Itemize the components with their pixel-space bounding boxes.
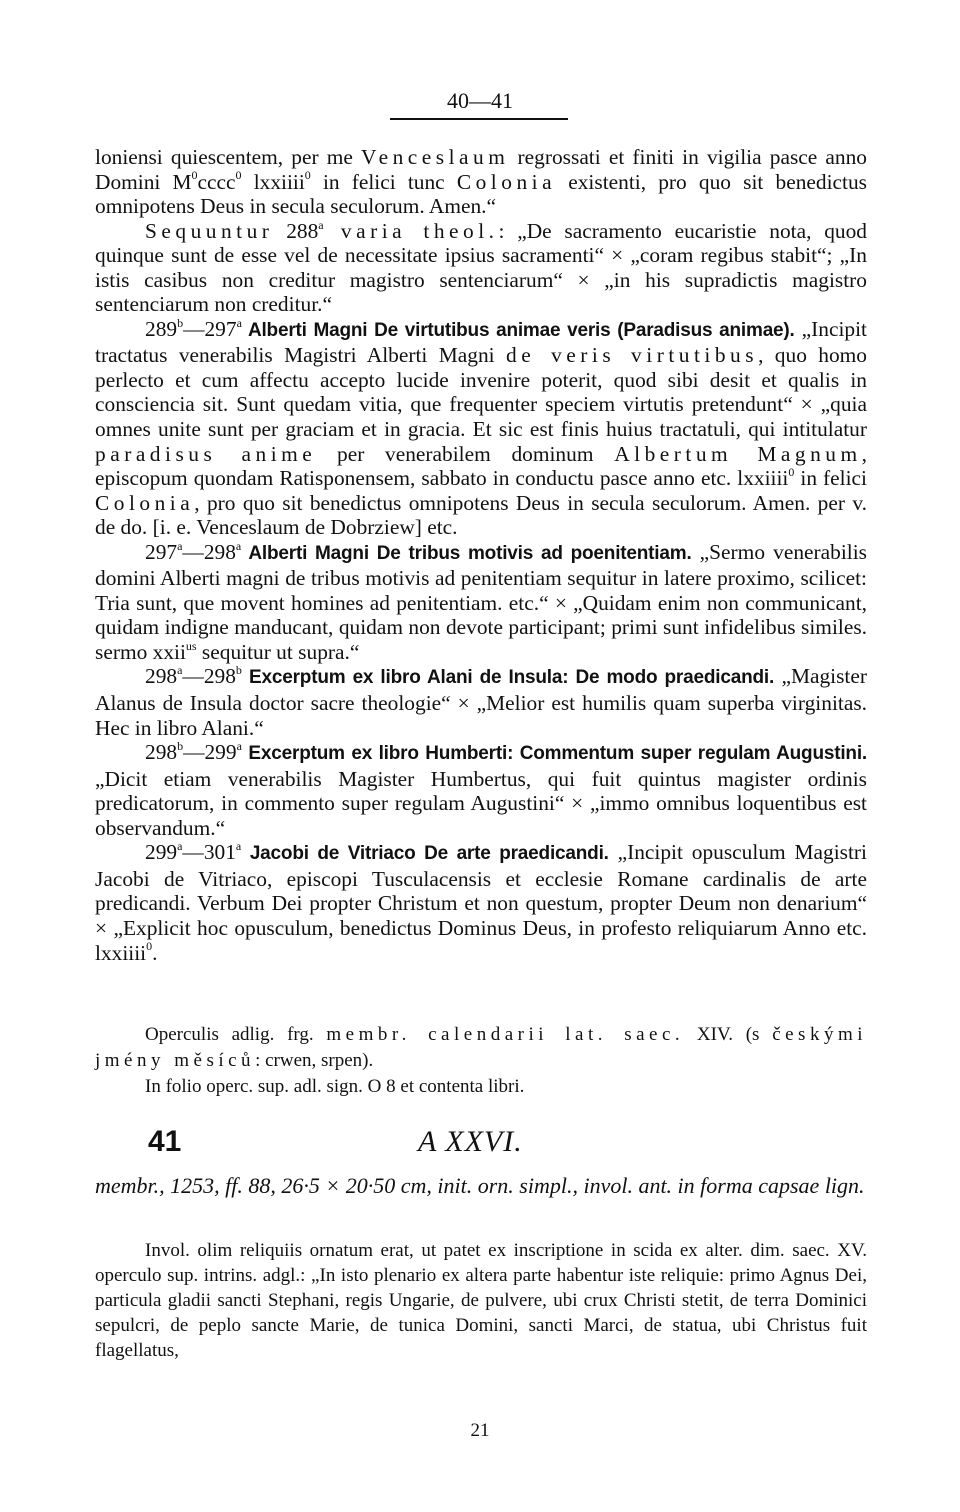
paragraph-entry-alanus: 298$^a$—298$^b$ Excerptum ex libro Alani de Insula: De modo praedicandi. „Magister Alanus de Insula doctor sacre theologie“ × „Melior est humilis quam superba virginitas. Hec in libro Alani.“ <box>95 663 867 740</box>
folio-range: 289$^b$—297$^a$ <box>145 315 242 341</box>
page-number: 21 <box>470 1420 490 1441</box>
running-header: 40—41 <box>447 88 513 113</box>
note-folio: In folio operc. sup. adl. sign. O 8 et contenta libri. <box>145 1076 525 1097</box>
folio-range: 297$^a$—298$^a$ <box>145 538 242 564</box>
note-operculis: Operculis adlig. frg. membr. calendarii lat. saec. XIV. (s českými jmény měsíců: crwen, srpen). <box>95 1024 868 1071</box>
paragraph-varia: Sequuntur 288$^a$ varia theol.: „De sacramento eucaristie nota, quod quinque sunt de esse vel de necessitate ipsius sacramenti“ × „coram regibus stabit“; „In istis casibus non creditur magistro sentenciarum“ × „in his supradictis magistro sentenciarum non creditur.“ <box>95 217 867 317</box>
entry-description: membr., 1253, ff. 88, 26·5 × 20·50 cm, init. orn. simpl., invol. ant. in forma capsae lign. <box>95 1173 865 1198</box>
folio-range: 298$^a$—298$^b$ <box>145 663 242 689</box>
paragraph-entry-humbertus: 298$^b$—299$^a$ Excerptum ex libro Humberti: Commentum super regulam Augustini. „Dicit etiam venerabilis Magister Humbertus, qui fuit quintus magister ordinis predicatorum, in commento super regulam Augustini“ × „immo omnibus loquentibus est observandum.“ <box>95 739 867 840</box>
spaced-place: Colonia <box>456 169 557 194</box>
header-rule <box>390 118 568 120</box>
catalog-body <box>95 145 867 965</box>
entry-title: Alberti Magni De tribus motivis ad poenitentiam. <box>241 542 692 564</box>
entry-title: Alberti Magni De virtutibus animae veris (Paradisus animae). <box>241 319 795 341</box>
entry-invol-text: Invol. olim reliquiis ornatum erat, ut patet ex inscriptione in scida ex alter. dim. saec. XV. operculo sup. intrins. adgl.: „In isto plenario ex altera parte habentur iste reliquie: primo Agnus Dei, particula gladii sancti Stephani, regis Ungarie, de pulvere, ubi crux Christi stetit, de terra Dominici sepulcri, de peplo sancte Marie, de tunica Domini, sancti Marci, de statua, ubi Christus fuit flagellatus, <box>95 1240 867 1361</box>
entry-title: Excerptum ex libro Humberti: Commentum super regulam Augustini. <box>241 743 867 765</box>
entry-number: 41 <box>148 1125 182 1158</box>
folio-range: 299$^a$—301$^a$ <box>145 839 242 865</box>
paragraph-entry-albertus-virtutibus: 289$^b$—297$^a$ Alberti Magni De virtutibus animae veris (Paradisus animae). „Incipit tractatus venerabilis Magistri Alberti Magni de veris virtutibus, quo homo perlecto et cum affectu accepto lucide invenire poterit, quod sibi desit et qualis in consciencia sit. Sunt quedam vitia, que frequenter speciem virtutis pretendunt“ × „quia omnes unite sunt per graciam et in gracia. Et sic est finis huius tractatuli, qui intitulatur paradisus anime per venerabilem dominum Albertum Magnum, episcopum quondam Ratisponensem, sabbato in conductu pasce anno etc. lxxiiii$^0$ in felici Colonia, pro quo sit benedictus omnipotens Deus in secula seculorum. Amen. per v. de do. [i. e. Venceslaum de Dobrziew] etc. <box>95 315 868 540</box>
spaced-name: Venceslaum <box>361 145 510 169</box>
entry-signature: A XXVI. <box>418 1125 523 1158</box>
folio-range: 298$^b$—299$^a$ <box>145 739 242 765</box>
paragraph-entry-albertus-motivis: 297$^a$—298$^a$ Alberti Magni De tribus motivis ad poenitentiam. „Sermo venerabilis domini Alberti magni de tribus motivis ad penitentiam sequitur in latere proximo, scilicet: Tria sunt, que movent homines ad penitentiam. etc.“ × „Quidam enim non communicant, quidam indigne manducant, quidam non devote participant; primi sunt infidelibus similes. sermo xxii$^{us}$ sequitur ut supra.“ <box>95 538 867 664</box>
paragraph-colophon: loniensi quiescentem, per me Venceslaum regrossati et finiti in vigilia pasce anno Domini $M^0cccc^0$ lxxiiii$^0$ in felici tunc Colonia existenti, pro quo sit benedictus omnipotens Deus in secula seculorum. Amen.“ <box>95 145 867 219</box>
binding-notes <box>95 1022 867 1100</box>
paragraph-entry-vitriaco: 299$^a$—301$^a$ Jacobi de Vitriaco De arte praedicandi. „Incipit opusculum Magistri Jacobi de Vitriaco, episcopi Tusculacensis et ecclesie Romane cardinalis de arte predicandi. Verbum Dei propter Christum et non questum, propter Deum non denarium“ × „Explicit hoc opusculum, benedictus Dominus Deus, in profesto reliquiarum Anno etc. lxxiiii$^0$. <box>95 839 867 965</box>
entry-title: Excerptum ex libro Alani de Insula: De modo praedicandi. <box>241 667 775 689</box>
entry-title: Jacobi de Vitriaco De arte praedicandi. <box>241 843 609 865</box>
